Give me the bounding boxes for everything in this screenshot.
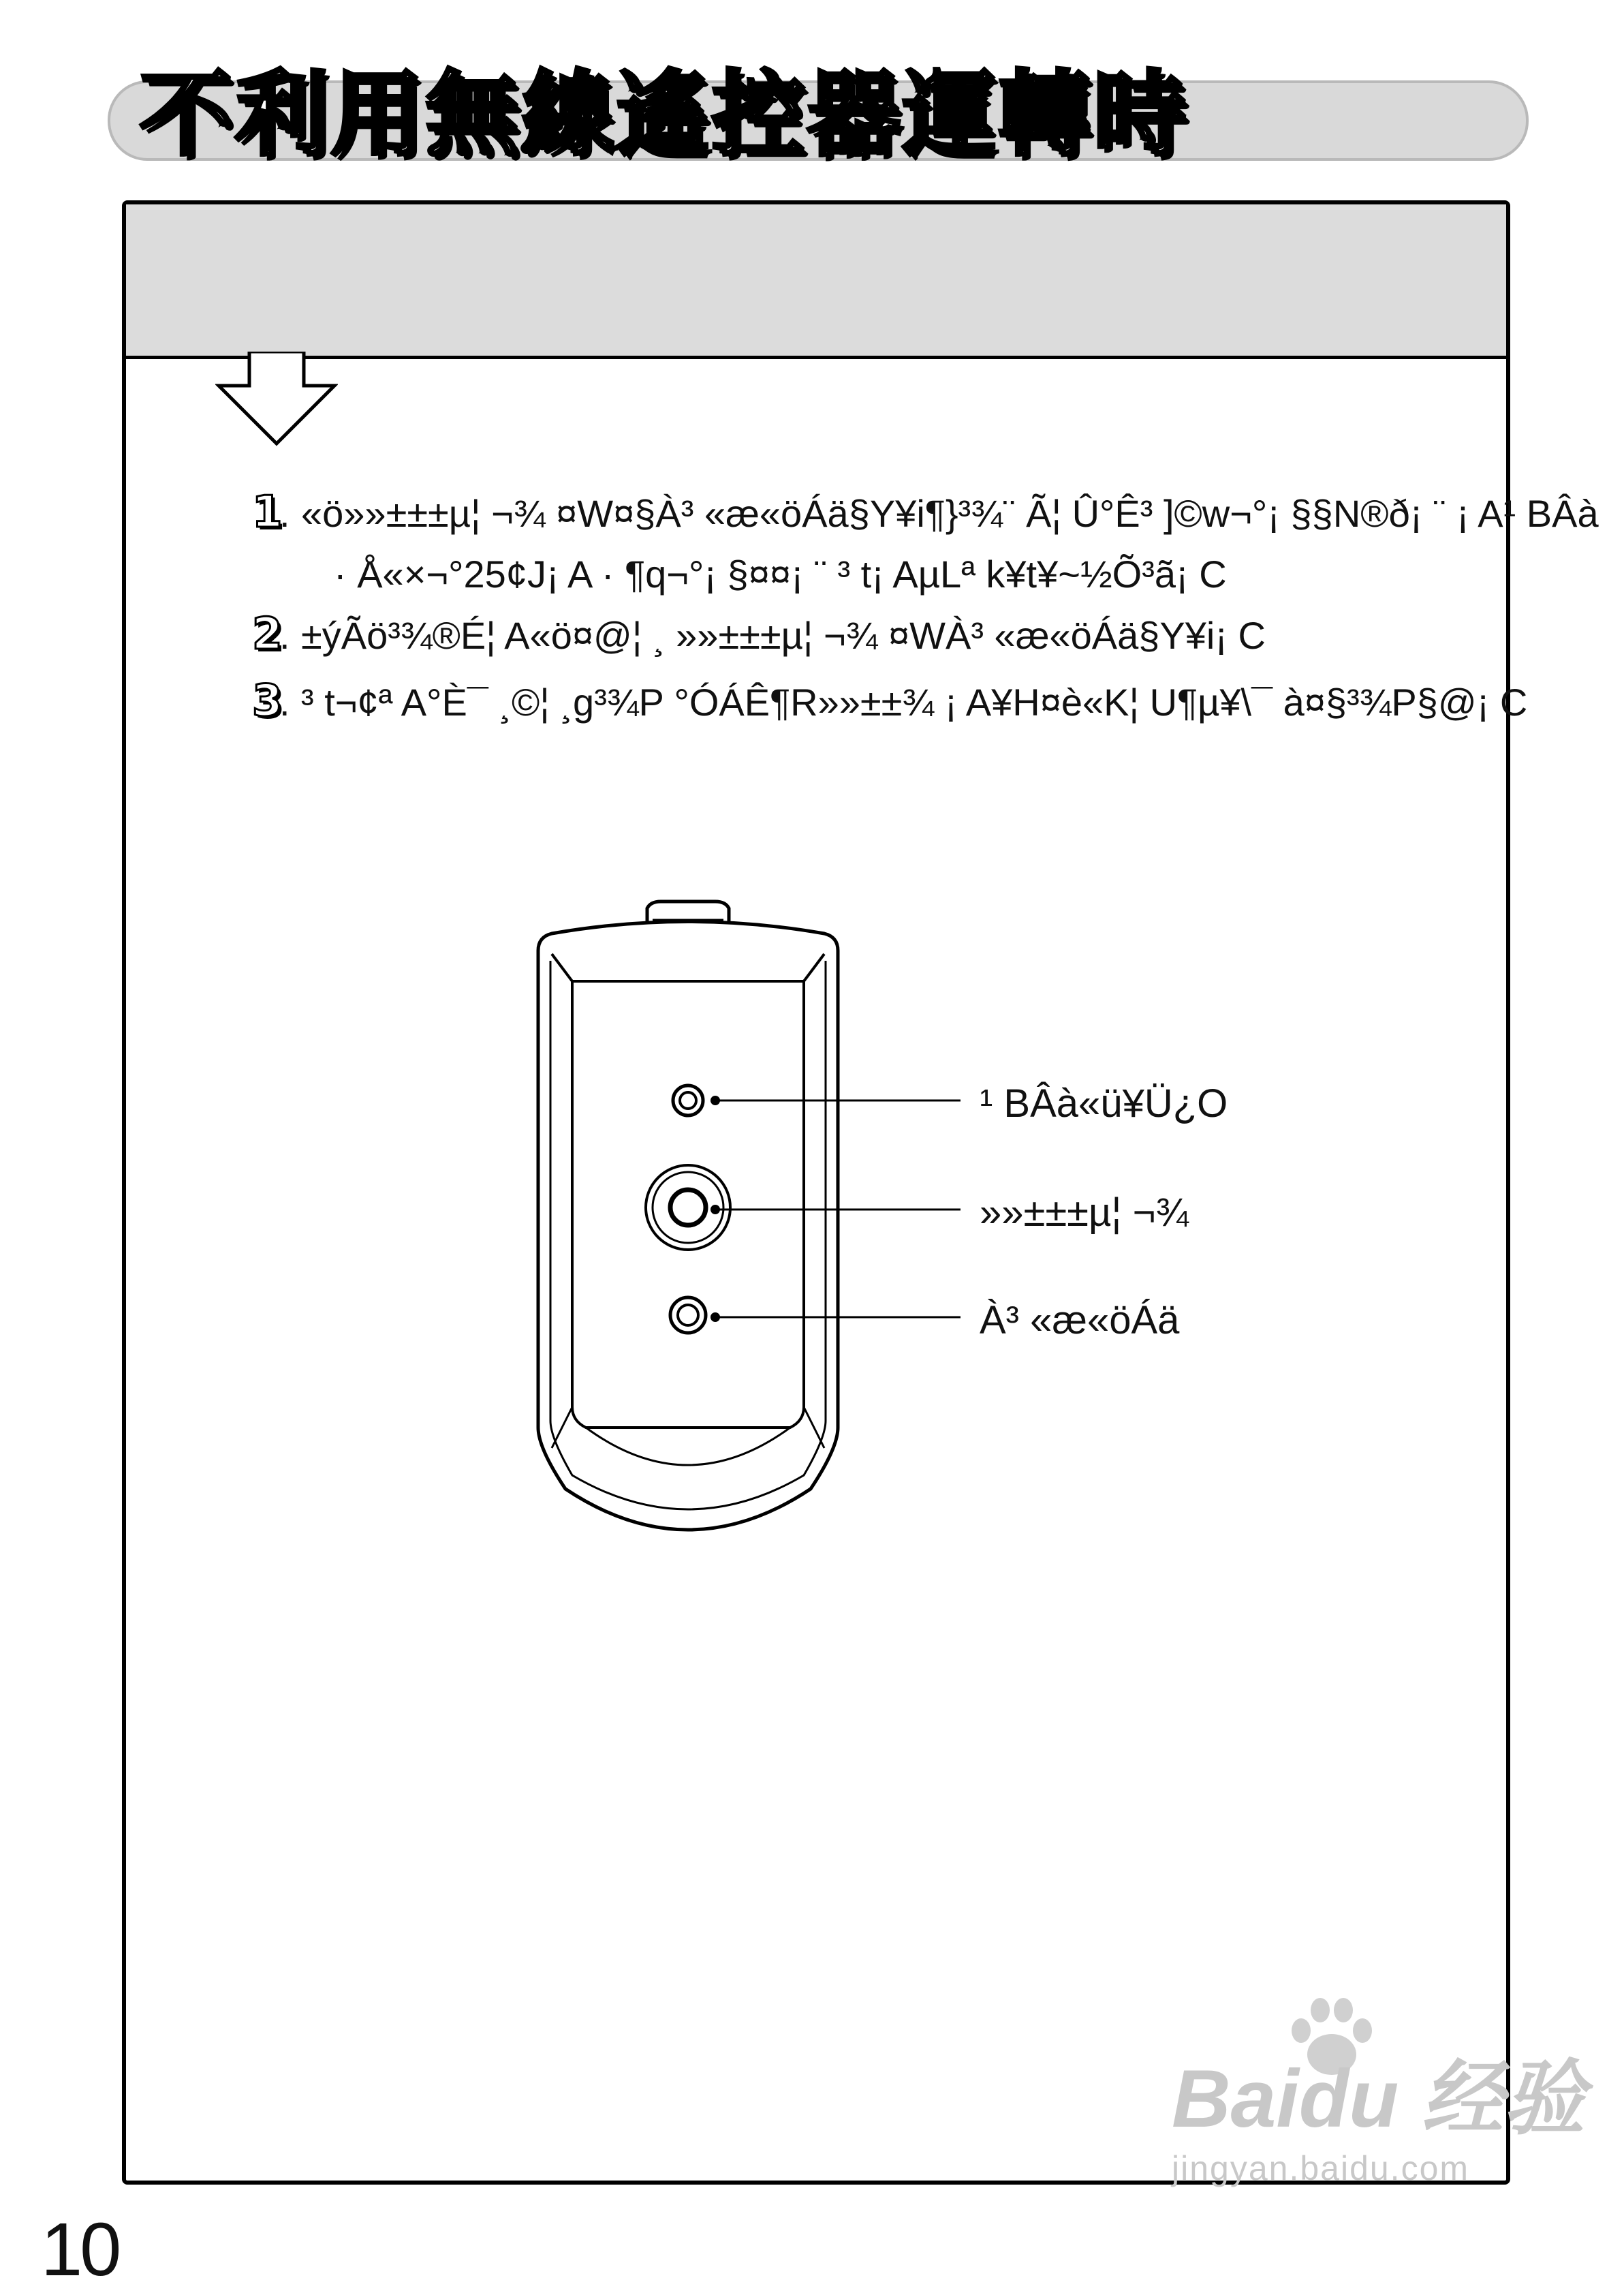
control-panel-illustration	[525, 889, 1001, 1557]
step-3	[252, 671, 1608, 733]
step-separator: .	[279, 492, 290, 535]
step-separator: .	[279, 614, 290, 657]
step-1-continuation: · Å«×¬°25¢J¡ A · ¶q¬°¡ §¤¤¡ ¨ ³ t¡ AµLª k¥t¥~½Õ³ã¡ C	[334, 553, 1227, 596]
step-text: ±ýÃö³¾®É¦ A«ö¤@¦ ¸ »»±±±µ¦ ¬¾ ¤WÀ³ «æ«öÁä§Y¥i¡ C	[301, 614, 1266, 657]
watermark-url: jingyan.baidu.com	[1172, 2149, 1470, 2187]
receiver-label: »»±±±µ¦ ¬¾	[980, 1190, 1189, 1235]
watermark	[1172, 2053, 1585, 2189]
emergency-button-label: À³ «æ«öÁä	[980, 1298, 1180, 1342]
step-text: «ö»»±±±µ¦ ¬¾ ¤W¤§À³ «æ«öÁä§Y¥i¶}³¾¨ Ã¦ Û°Ê³ ]©w¬°¡ §§N®ð¡ ¨ ¡ A¹ BÂà	[301, 492, 1599, 535]
step-number: 3	[252, 676, 283, 726]
step-2	[252, 604, 1608, 666]
watermark-brand: Baidu 经验	[1172, 2053, 1585, 2144]
step-separator: .	[279, 681, 290, 724]
page-number: 10	[41, 2208, 119, 2292]
page-title: 不利用無線遙控器運轉時	[140, 61, 1189, 169]
step-1	[252, 482, 1608, 544]
step-number: 1	[252, 487, 283, 538]
step-text: ³ t¬¢ª A°È¯ ¸©¦ ¸g³¾P °ÓÁÊ¶R»»±±¾ ¡ A¥H¤è«K¦ U¶µ¥\¯ à¤§³¾P§@¡ C	[301, 681, 1528, 724]
down-arrow-icon	[215, 352, 338, 447]
step-number: 2	[252, 609, 283, 660]
indicator-label: ¹ BÂà«ü¥Ü¿O	[980, 1081, 1228, 1126]
instruction-steps	[252, 482, 1608, 733]
content-box-header	[126, 204, 1506, 359]
